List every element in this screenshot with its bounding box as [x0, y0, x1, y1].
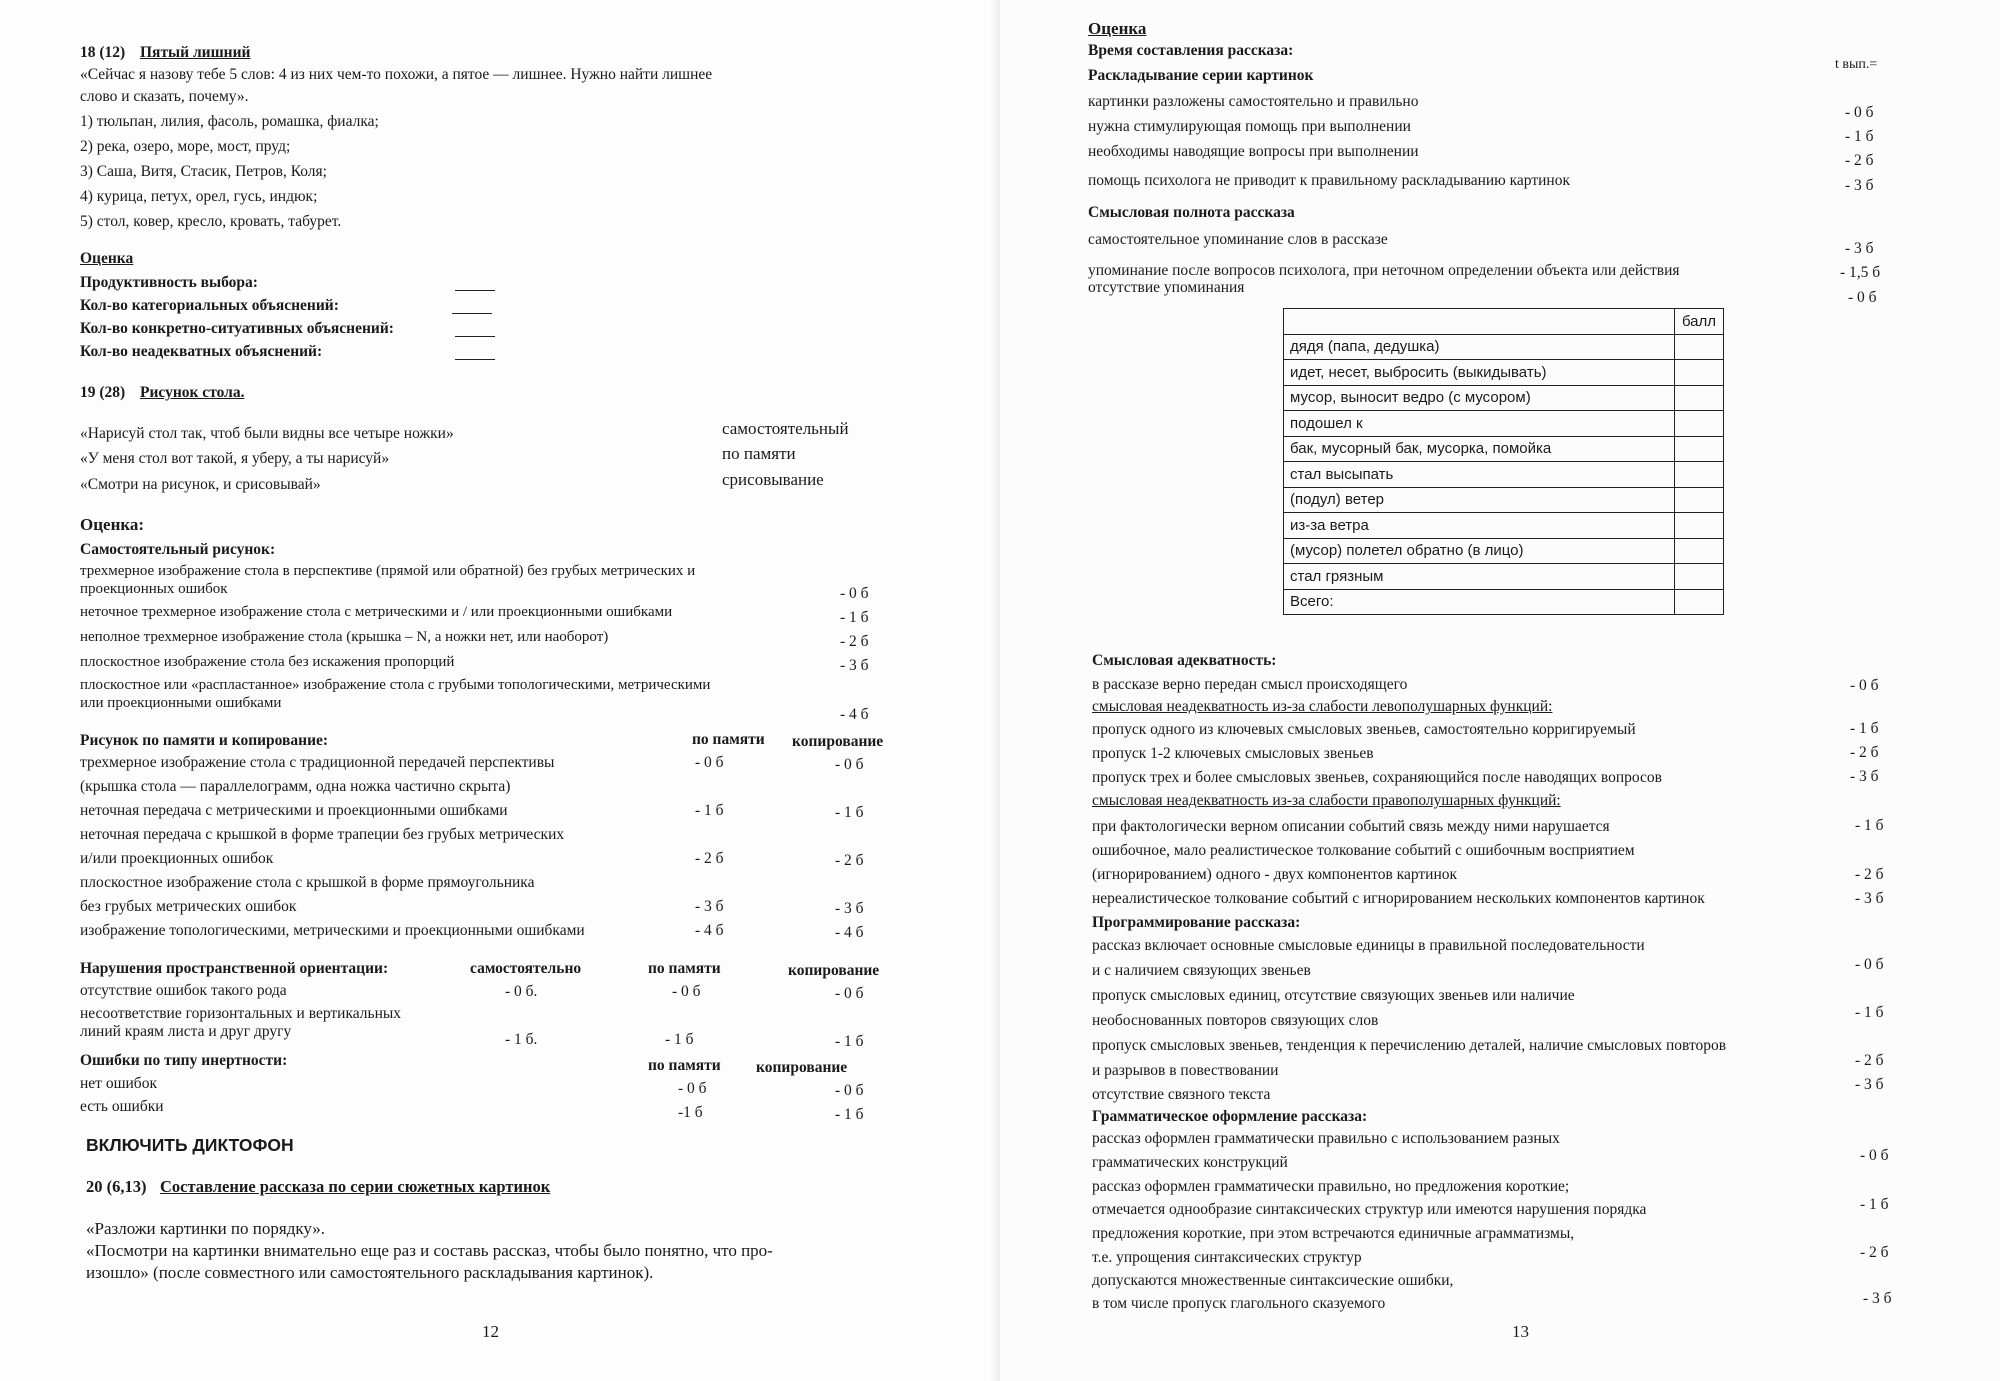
criterion-line: пропуск 1-2 ключевых смысловых звеньев	[1092, 745, 1374, 762]
criterion-line: грамматических конструкций	[1092, 1154, 1288, 1171]
criterion-line: в рассказе верно передан смысл происходящего	[1092, 676, 1408, 693]
task19-mode: самостоятельный	[722, 419, 849, 438]
table-cell-score[interactable]	[1675, 564, 1724, 590]
table-cell-label: (мусор) полетел обратно (в лицо)	[1284, 538, 1675, 564]
criterion-line: (игнорированием) одного - двух компонентов картинок	[1092, 866, 1458, 883]
column-header-copy: копирование	[788, 962, 880, 979]
criterion-line: необходимы наводящие вопросы при выполнении	[1088, 143, 1419, 160]
criterion-line: отсутствие связного текста	[1092, 1086, 1271, 1103]
criterion-line: трехмерное изображение стола с традиционной передачей перспективы	[80, 754, 555, 771]
score: - 0 б	[1850, 677, 1879, 694]
column-header-memory: по памяти	[648, 1057, 721, 1074]
task19-instruction: «Смотри на рисунок, и срисовывай»	[80, 476, 321, 493]
criterion-line: пропуск смысловых единиц, отсутствие связующих звеньев или наличие	[1092, 987, 1575, 1004]
score-copy: - 0 б	[835, 756, 864, 773]
criterion-line: отсутствие упоминания	[1088, 279, 1245, 296]
memory-copy-heading: Рисунок по памяти и копирование:	[80, 732, 329, 749]
task19-instruction: «У меня стол вот такой, я уберу, а ты нарисуй»	[80, 450, 390, 467]
criterion-line: неполное трехмерное изображение стола (крышка – N, а ножки нет, или наоборот)	[80, 629, 609, 645]
criterion-line: рассказ оформлен грамматически правильно с использованием разных	[1092, 1130, 1560, 1147]
criterion-line: есть ошибки	[80, 1098, 164, 1115]
table-cell-score[interactable]	[1675, 385, 1724, 411]
table-cell-score[interactable]	[1675, 538, 1724, 564]
assessment-heading: Оценка	[1088, 19, 1147, 38]
programming-heading: Программирование рассказа:	[1092, 914, 1301, 931]
criterion-line: нет ошибок	[80, 1075, 157, 1092]
score: - 3 б	[1855, 890, 1884, 907]
score: - 1 б	[1855, 817, 1884, 834]
criterion-line: необоснованных повторов связующих слов	[1092, 1012, 1379, 1029]
criterion-line: упоминание после вопросов психолога, при неточном определении объекта или действия	[1088, 262, 1680, 279]
criterion-line: ошибочное, мало реалистическое толкование событий с ошибочным восприятием	[1092, 842, 1635, 859]
column-header-memory: по памяти	[648, 960, 721, 977]
criterion-line: неточная передача с метрическими и проекционными ошибками	[80, 802, 508, 819]
dictaphone-instruction: ВКЛЮЧИТЬ ДИКТОФОН	[86, 1135, 294, 1155]
criterion-line: помощь психолога не приводит к правильному раскладыванию картинок	[1088, 172, 1570, 189]
column-header-self: самостоятельно	[470, 960, 582, 977]
right-hemisphere-heading: смысловая неадекватность из-за слабости правополушарных функций:	[1092, 792, 1561, 809]
task18-number: 18 (12)	[80, 44, 126, 61]
score: - 1 б	[1845, 128, 1874, 145]
score: - 1,5 б	[1840, 264, 1881, 281]
table-row	[1284, 334, 1724, 360]
table-cell-label: бак, мусорный бак, мусорка, помойка	[1284, 436, 1675, 462]
score-self: - 0 б.	[505, 983, 538, 1000]
score-copy: - 0 б	[835, 985, 864, 1002]
score-memory: -1 б	[678, 1104, 703, 1121]
self-drawing-heading: Самостоятельный рисунок:	[80, 541, 276, 558]
task18-item: 5) стол, ковер, кресло, кровать, табурет.	[80, 213, 342, 230]
score-memory: - 4 б	[695, 922, 724, 939]
table-header-cell	[1284, 309, 1675, 335]
score: - 1 б	[1860, 1196, 1889, 1213]
table-cell-label: дядя (папа, дедушка)	[1284, 334, 1675, 360]
task18-instruction-line2: слово и сказать, почему».	[80, 88, 249, 105]
criterion-line: рассказ оформлен грамматически правильно, но предложения короткие;	[1092, 1178, 1570, 1195]
table-cell-score[interactable]	[1675, 360, 1724, 386]
score: - 3 б	[1855, 1076, 1884, 1093]
criterion-line: предложения короткие, при этом встречаются единичные аграмматизмы,	[1092, 1225, 1575, 1242]
score-copy: - 1 б	[835, 1106, 864, 1123]
table-row	[1284, 436, 1724, 462]
table-row	[1284, 385, 1724, 411]
score: - 1 б	[840, 609, 869, 626]
criterion-line: трехмерное изображение стола в перспективе (прямой или обратной) без грубых метрических и	[80, 563, 696, 579]
page-number: 13	[1512, 1322, 1529, 1341]
task18-assessment-heading: Оценка	[80, 250, 134, 267]
table-cell-label: стал высыпать	[1284, 462, 1675, 488]
answer-blank	[455, 336, 495, 337]
score: - 3 б	[1845, 177, 1874, 194]
score-copy: - 3 б	[835, 900, 864, 917]
table-row	[1284, 360, 1724, 386]
criterion-line: отсутствие ошибок такого рода	[80, 982, 287, 999]
table-cell-label: из-за ветра	[1284, 513, 1675, 539]
criterion-line: пропуск одного из ключевых смысловых звеньев, самостоятельно корригируемый	[1092, 721, 1636, 738]
task20-instruction: «Посмотри на картинки внимательно еще раз и составь рассказ, чтобы было понятно, что про-	[86, 1241, 773, 1260]
adequacy-heading: Смысловая адекватность:	[1092, 652, 1277, 669]
criterion-line: плоскостное изображение стола с крышкой в форме прямоугольника	[80, 874, 535, 891]
score: - 1 б	[1850, 720, 1879, 737]
page-right	[1000, 0, 2000, 1381]
table-header-row	[1284, 309, 1724, 335]
score: - 3 б	[1845, 240, 1874, 257]
score-memory: - 0 б	[678, 1080, 707, 1097]
column-header-memory: по памяти	[692, 731, 765, 748]
task18-instruction-line1: «Сейчас я назову тебе 5 слов: 4 из них чем-то похожи, а пятое — лишнее. Нужно найти лишнее	[80, 66, 713, 83]
score: - 2 б	[1860, 1244, 1889, 1261]
task18-item: 1) тюльпан, лилия, фасоль, ромашка, фиалка;	[80, 113, 379, 130]
score: - 2 б	[1855, 866, 1884, 883]
score: - 2 б	[1855, 1052, 1884, 1069]
table-row	[1284, 538, 1724, 564]
table-cell-label: идет, несет, выбросить (выкидывать)	[1284, 360, 1675, 386]
answer-blank	[452, 313, 492, 314]
task19-assessment-heading: Оценка:	[80, 515, 145, 534]
criterion-line: или проекционными ошибками	[80, 695, 282, 711]
criterion-line: плоскостное изображение стола без искажения пропорций	[80, 654, 455, 670]
score-memory: - 3 б	[695, 898, 724, 915]
grammar-heading: Грамматическое оформление рассказа:	[1092, 1108, 1368, 1125]
answer-blank	[455, 290, 495, 291]
table-row	[1284, 513, 1724, 539]
score-memory: - 0 б	[672, 983, 701, 1000]
score-memory: - 1 б	[665, 1031, 694, 1048]
table-row	[1284, 411, 1724, 437]
task20-number: 20 (6,13)	[86, 1177, 147, 1196]
criterion-line: изображение топологическими, метрическими и проекционными ошибками	[80, 922, 585, 939]
criterion-line: плоскостное или «распластанное» изображение стола с грубыми топологическими, метрическими	[80, 677, 711, 693]
criterion-line: и разрывов в повествовании	[1092, 1062, 1279, 1079]
score: - 3 б	[840, 657, 869, 674]
task18-title: Пятый лишний	[140, 44, 251, 61]
criterion-line: без грубых метрических ошибок	[80, 898, 297, 915]
task18-metric: Кол-во категориальных объяснений:	[80, 297, 339, 314]
criterion-line: допускаются множественные синтаксические ошибки,	[1092, 1272, 1454, 1289]
criterion-line: линий краям листа и друг другу	[80, 1023, 292, 1040]
table-row	[1284, 487, 1724, 513]
table-cell-label: стал грязным	[1284, 564, 1675, 590]
score-copy: - 4 б	[835, 924, 864, 941]
semantic-completeness-heading: Смысловая полнота рассказа	[1088, 204, 1295, 221]
table-cell-label: (подул) ветер	[1284, 487, 1675, 513]
criterion-line: несоответствие горизонтальных и вертикальных	[80, 1005, 402, 1022]
score: - 0 б	[1855, 956, 1884, 973]
task19-mode: срисовывание	[722, 470, 824, 489]
score: - 0 б	[840, 585, 869, 602]
task18-item: 2) река, озеро, море, мост, пруд;	[80, 138, 291, 155]
table-cell-score[interactable]	[1675, 589, 1724, 615]
score: - 0 б	[1845, 104, 1874, 121]
table-row	[1284, 564, 1724, 590]
task20-instruction: изошло» (после совместного или самостоятельного раскладывания картинок).	[86, 1263, 654, 1282]
score-memory: - 2 б	[695, 850, 724, 867]
time-value-label: t вып.=	[1835, 57, 1878, 72]
score-copy: - 1 б	[835, 1033, 864, 1050]
table-cell-score[interactable]	[1675, 411, 1724, 437]
word-mention-table	[1283, 308, 1724, 615]
task18-metric: Продуктивность выбора:	[80, 274, 258, 291]
score-copy: - 1 б	[835, 804, 864, 821]
score-copy: - 0 б	[835, 1082, 864, 1099]
table-cell-score[interactable]	[1675, 436, 1724, 462]
score: - 1 б	[1855, 1004, 1884, 1021]
criterion-line: нужна стимулирующая помощь при выполнении	[1088, 118, 1411, 135]
table-cell-score[interactable]	[1675, 334, 1724, 360]
table-cell-score[interactable]	[1675, 487, 1724, 513]
criterion-line: неточная передача с крышкой в форме трапеции без грубых метрических	[80, 826, 565, 843]
criterion-line: т.е. упрощения синтаксических структур	[1092, 1249, 1362, 1266]
score: - 0 б	[1848, 289, 1877, 306]
spatial-heading: Нарушения пространственной ориентации:	[80, 960, 389, 977]
task19-instruction: «Нарисуй стол так, чтоб были видны все четыре ножки»	[80, 425, 454, 442]
table-header-score: балл	[1675, 309, 1724, 335]
task19-title: Рисунок стола.	[140, 384, 245, 401]
task19-mode: по памяти	[722, 444, 796, 463]
criterion-line: (крышка стола — параллелограмм, одна ножка частично скрыта)	[80, 778, 511, 795]
table-cell-label: подошел к	[1284, 411, 1675, 437]
score-memory: - 0 б	[695, 754, 724, 771]
criterion-line: в том числе пропуск глагольного сказуемого	[1092, 1295, 1386, 1312]
criterion-line: и с наличием связующих звеньев	[1092, 962, 1311, 979]
criterion-line: пропуск смысловых звеньев, тенденция к перечислению деталей, наличие смысловых повторов	[1092, 1037, 1727, 1054]
task20-title: Составление рассказа по серии сюжетных картинок	[160, 1177, 551, 1196]
criterion-line: самостоятельное упоминание слов в рассказе	[1088, 231, 1388, 248]
task18-item: 4) курица, петух, орел, гусь, индюк;	[80, 188, 318, 205]
criterion-line: проекционных ошибок	[80, 581, 228, 597]
task19-number: 19 (28)	[80, 384, 126, 401]
score: - 2 б	[1845, 152, 1874, 169]
score: - 3 б	[1863, 1290, 1892, 1307]
task18-item: 3) Саша, Витя, Стасик, Петров, Коля;	[80, 163, 327, 180]
table-cell-label: мусор, выносит ведро (с мусором)	[1284, 385, 1675, 411]
column-header-copy: копирование	[756, 1059, 848, 1076]
table-row-total	[1284, 589, 1724, 615]
score-self: - 1 б.	[505, 1031, 538, 1048]
task18-metric: Кол-во конкретно-ситуативных объяснений:	[80, 320, 394, 337]
task20-instruction: «Разложи картинки по порядку».	[86, 1219, 326, 1238]
table-cell-score[interactable]	[1675, 513, 1724, 539]
column-header-copy: копирование	[792, 733, 884, 750]
criterion-line: пропуск трех и более смысловых звеньев, сохраняющийся после наводящих вопросов	[1092, 769, 1662, 786]
score: - 4 б	[840, 706, 869, 723]
criterion-line: неточное трехмерное изображение стола с метрическими и / или проекционными ошибками	[80, 604, 673, 620]
table-row	[1284, 462, 1724, 488]
table-cell-label: Всего:	[1284, 589, 1675, 615]
criterion-line: и/или проекционных ошибок	[80, 850, 274, 867]
time-label: Время составления рассказа:	[1088, 42, 1294, 59]
score-copy: - 2 б	[835, 852, 864, 869]
page-number: 12	[482, 1322, 499, 1341]
criterion-line: нереалистическое толкование событий с игнорированием нескольких компонентов картинок	[1092, 890, 1705, 907]
series-heading: Раскладывание серии картинок	[1088, 67, 1314, 84]
score: - 2 б	[1850, 744, 1879, 761]
score: - 0 б	[1860, 1147, 1889, 1164]
table-cell-score[interactable]	[1675, 462, 1724, 488]
criterion-line: картинки разложены самостоятельно и правильно	[1088, 93, 1419, 110]
task18-metric: Кол-во неадекватных объяснений:	[80, 343, 323, 360]
score: - 2 б	[840, 633, 869, 650]
criterion-line: рассказ включает основные смысловые единицы в правильной последовательности	[1092, 937, 1645, 954]
criterion-line: отмечается однообразие синтаксических структур или имеются нарушения порядка	[1092, 1201, 1647, 1218]
score: - 3 б	[1850, 768, 1879, 785]
answer-blank	[455, 359, 495, 360]
criterion-line: при фактологически верном описании событий связь между ними нарушается	[1092, 818, 1610, 835]
left-hemisphere-heading: смысловая неадекватность из-за слабости левополушарных функций:	[1092, 698, 1553, 715]
inertia-heading: Ошибки по типу инертности:	[80, 1052, 288, 1069]
score-memory: - 1 б	[695, 802, 724, 819]
